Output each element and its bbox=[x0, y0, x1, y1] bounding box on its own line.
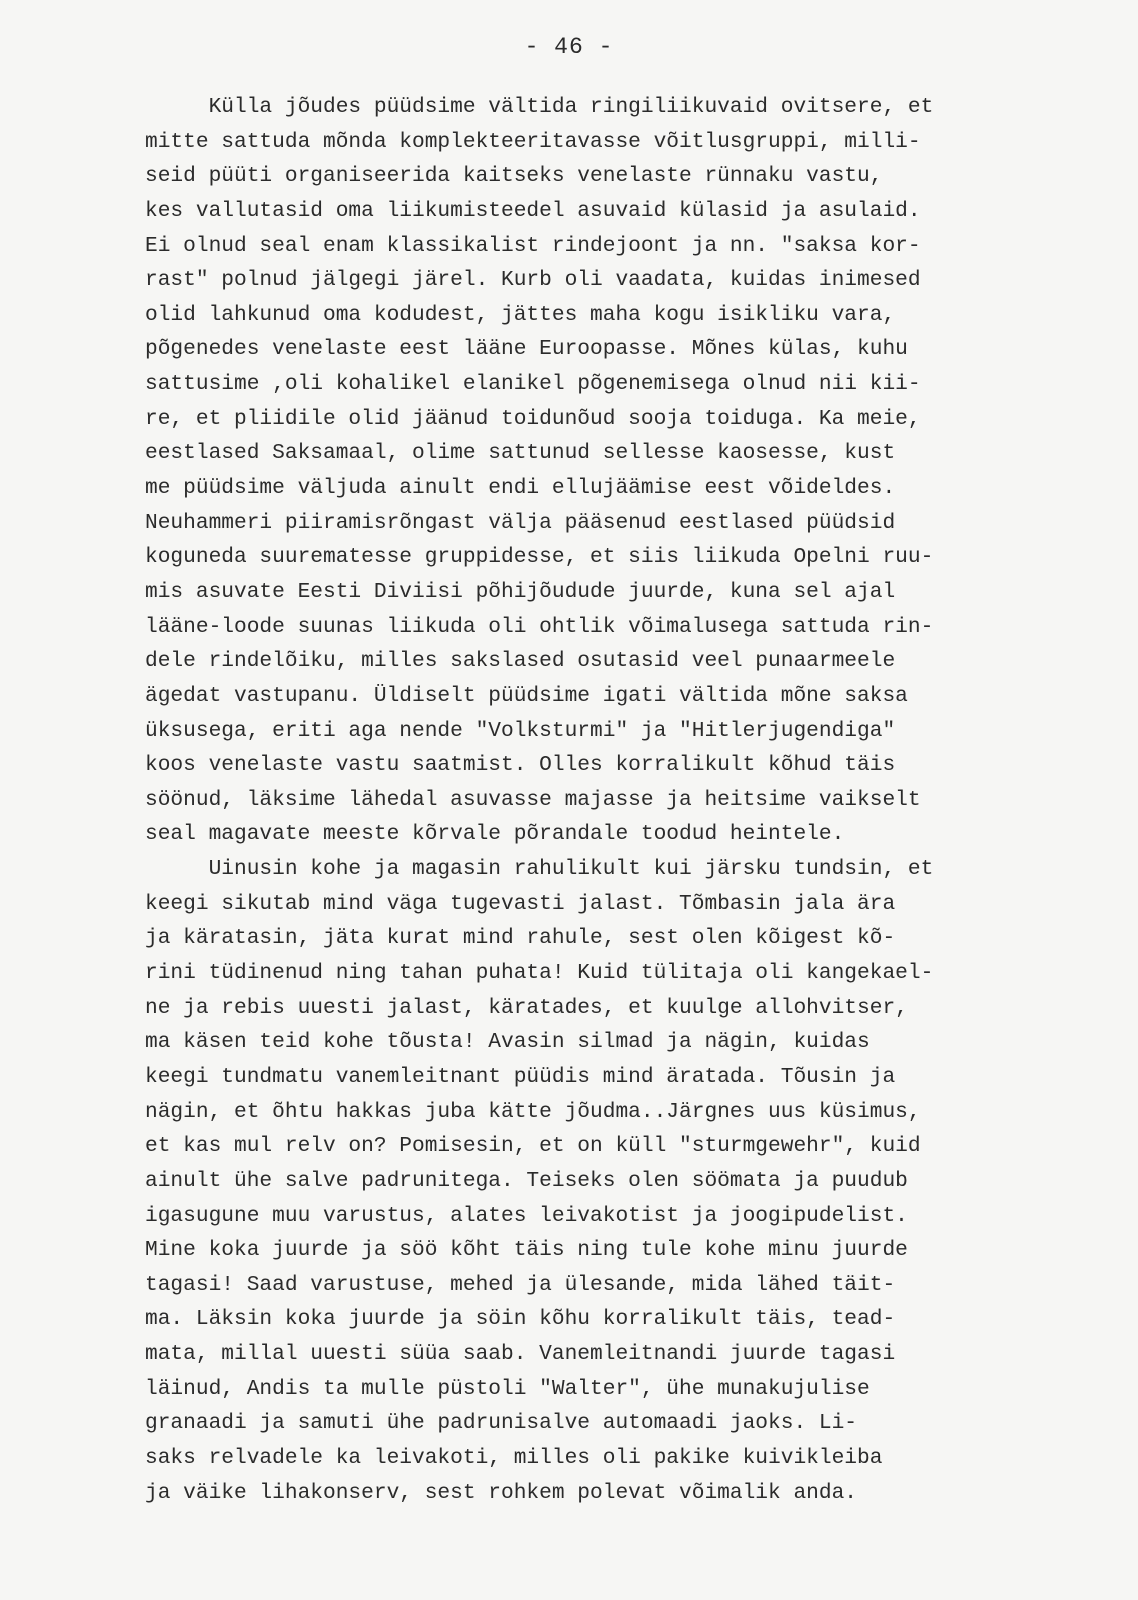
text-line: eestlased Saksamaal, olime sattunud sellesse kaosesse, kust bbox=[145, 441, 896, 466]
text-line: ma käsen teid kohe tõusta! Avasin silmad ja nägin, kuidas bbox=[145, 1030, 870, 1055]
text-line: keegi tundmatu vanemleitnant püüdis mind äratada. Tõusin ja bbox=[145, 1064, 896, 1089]
text-line: olid lahkunud oma kodudest, jättes maha kogu isikliku vara, bbox=[145, 302, 896, 327]
text-line: läinud, Andis ta mulle püstoli "Walter", ühe munakujulise bbox=[145, 1376, 870, 1401]
text-line: mis asuvate Eesti Diviisi põhijõudude juurde, kuna sel ajal bbox=[145, 579, 896, 604]
text-line: mitte sattuda mõnda komplekteeritavasse võitlusgruppi, milli- bbox=[145, 129, 921, 154]
text-line: Uinusin kohe ja magasin rahulikult kui järsku tundsin, et bbox=[145, 857, 934, 882]
text-line: granaadi ja samuti ühe padrunisalve automaadi jaoks. Li- bbox=[145, 1411, 858, 1436]
text-line: põgenedes venelaste eest lääne Euroopasse. Mõnes külas, kuhu bbox=[145, 337, 908, 362]
text-line: et kas mul relv on? Pomisesin, et on küll "sturmgewehr", kuid bbox=[145, 1134, 921, 1159]
text-line: nägin, et õhtu hakkas juba kätte jõudma..Järgnes uus küsimus, bbox=[145, 1099, 921, 1124]
text-line: ja käratasin, jäta kurat mind rahule, sest olen kõigest kõ- bbox=[145, 926, 896, 951]
text-line: saks relvadele ka leivakoti, milles oli pakike kuivikleiba bbox=[145, 1445, 883, 1470]
text-line: me püüdsime väljuda ainult endi ellujäämise eest võideldes. bbox=[145, 476, 896, 501]
text-line: Mine koka juurde ja söö kõht täis ning tule kohe minu juurde bbox=[145, 1238, 908, 1263]
text-line: seal magavate meeste kõrvale põrandale toodud heintele. bbox=[145, 822, 845, 847]
text-line: ne ja rebis uuesti jalast, käratades, et kuulge allohvitser, bbox=[145, 995, 908, 1020]
text-line: dele rindelõiku, milles sakslased osutasid veel punaarmeele bbox=[145, 649, 896, 674]
text-line: ja väike lihakonserv, sest rohkem polevat võimalik anda. bbox=[145, 1480, 858, 1505]
text-line: koos venelaste vastu saatmist. Olles korralikult kõhud täis bbox=[145, 753, 896, 778]
text-line: rini tüdinenud ning tahan puhata! Kuid tülitaja oli kangekael- bbox=[145, 961, 934, 986]
text-line: kes vallutasid oma liikumisteedel asuvaid külasid ja asulaid. bbox=[145, 198, 921, 223]
text-line: mata, millal uuesti süüa saab. Vanemleitnandi juurde tagasi bbox=[145, 1342, 896, 1367]
text-line: seid püüti organiseerida kaitseks venelaste rünnaku vastu, bbox=[145, 164, 883, 189]
body-text bbox=[145, 90, 1045, 1510]
text-line: keegi sikutab mind väga tugevasti jalast. Tõmbasin jala ära bbox=[145, 891, 896, 916]
text-line: ainult ühe salve padrunitega. Teiseks olen söömata ja puudub bbox=[145, 1168, 908, 1193]
text-line: tagasi! Saad varustuse, mehed ja ülesande, mida lähed täit- bbox=[145, 1272, 896, 1297]
text-line: üksusega, eriti aga nende "Volksturmi" ja "Hitlerjugendiga" bbox=[145, 718, 896, 743]
text-line: koguneda suurematesse gruppidesse, et siis liikuda Opelni ruu- bbox=[145, 545, 934, 570]
text-line: Ei olnud seal enam klassikalist rindejoont ja nn. "saksa kor- bbox=[145, 233, 921, 258]
text-line: rast" polnud jälgegi järel. Kurb oli vaadata, kuidas inimesed bbox=[145, 268, 921, 293]
text-line: igasugune muu varustus, alates leivakotist ja joogipudelist. bbox=[145, 1203, 908, 1228]
text-line: re, et pliidile olid jäänud toidunõud sooja toiduga. Ka meie, bbox=[145, 406, 921, 431]
text-line: ägedat vastupanu. Üldiselt püüdsime igati vältida mõne saksa bbox=[145, 683, 908, 708]
page-number: - 46 - bbox=[524, 34, 614, 60]
text-line: sattusime ,oli kohalikel elanikel põgenemisega olnud nii kii- bbox=[145, 372, 921, 397]
text-line: söönud, läksime lähedal asuvasse majasse ja heitsime vaikselt bbox=[145, 787, 921, 812]
text-line: Külla jõudes püüdsime vältida ringiliikuvaid ovitsere, et bbox=[145, 95, 934, 119]
text-line: Neuhammeri piiramisrõngast välja pääsenud eestlased püüdsid bbox=[145, 510, 896, 535]
text-line: ma. Läksin koka juurde ja söin kõhu korralikult täis, tead- bbox=[145, 1307, 896, 1332]
text-line: lääne-loode suunas liikuda oli ohtlik võimalusega sattuda rin- bbox=[145, 614, 934, 639]
